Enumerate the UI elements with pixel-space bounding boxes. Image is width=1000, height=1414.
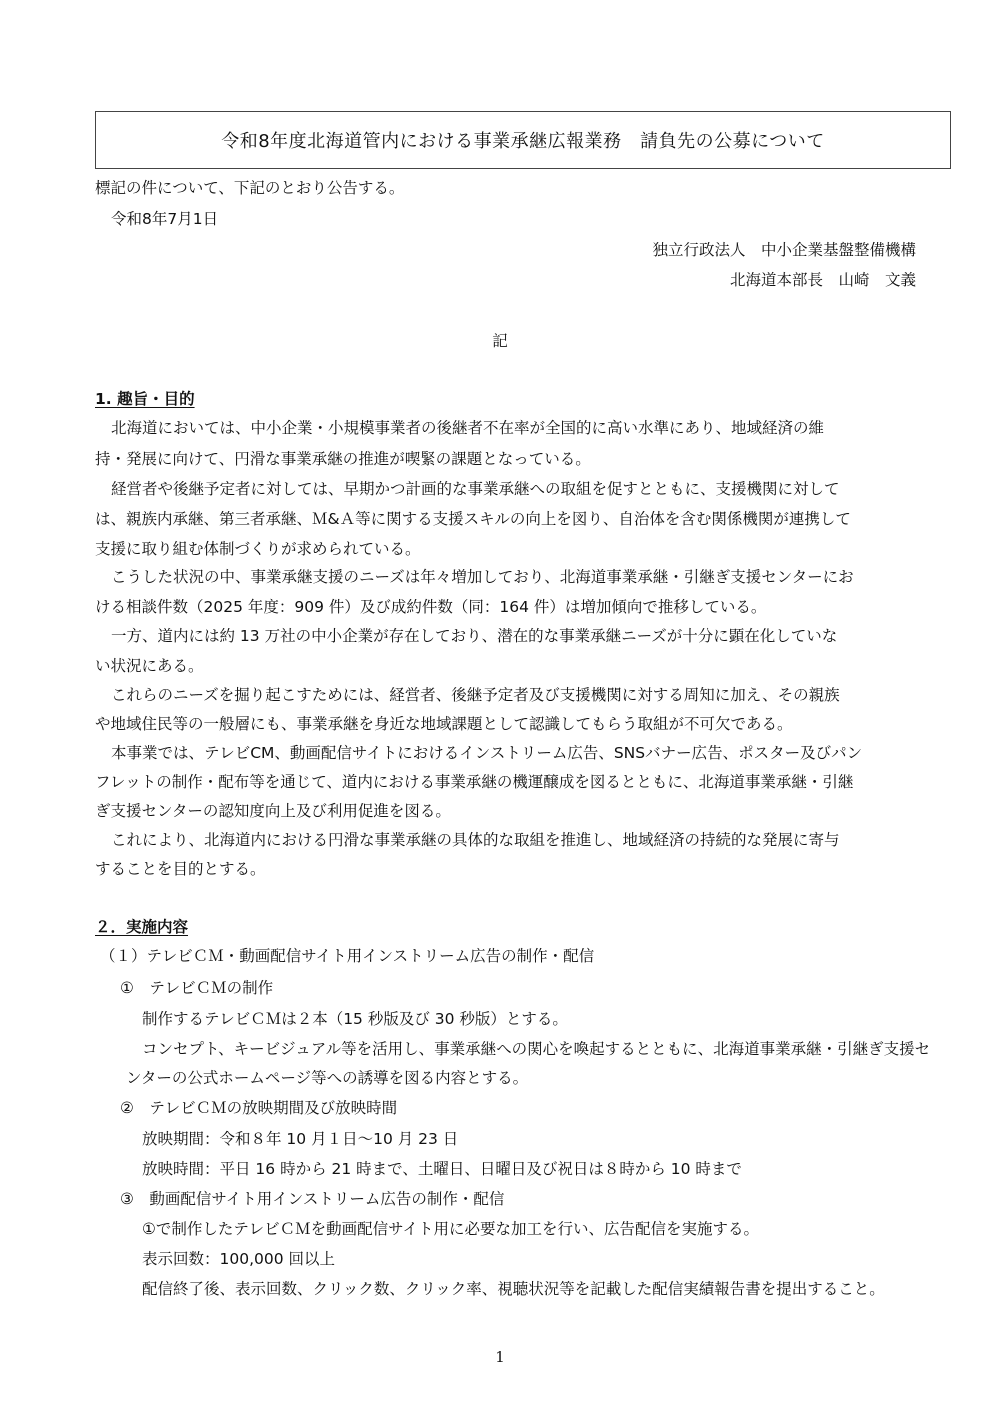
item1-line: 制作するテレビＣＭは２本（15 秒版及び 30 秒版）とする。 bbox=[142, 1010, 568, 1028]
subsection1-title: （１）テレビＣＭ・動画配信サイト用インストリーム広告の制作・配信 bbox=[100, 947, 595, 965]
item1-line: コンセプト、キービジュアル等を活用し、事業承継への関心を喚起するとともに、北海道事業承継・引継ぎ支援セ bbox=[142, 1040, 931, 1058]
section1-line: これらのニーズを掘り起こすためには、経営者、後継予定者及び支援機関に対する周知に加え、その親族 bbox=[111, 686, 840, 704]
section1-line: は、親族内承継、第三者承継、Ｍ&Ａ等に関する支援スキルの向上を図り、自治体を含む関係機関が連携して bbox=[95, 510, 851, 528]
section1-line: い状況にある。 bbox=[95, 657, 204, 675]
item3-title: ③ 動画配信サイト用インストリーム広告の制作・配信 bbox=[120, 1190, 505, 1208]
section1-line: 北海道においては、中小企業・小規模事業者の後継者不在率が全国的に高い水準にあり、地域経済の維 bbox=[111, 419, 825, 437]
section1-line: フレットの制作・配布等を通じて、道内における事業承継の機運醸成を図るとともに、北海道事業承継・引継 bbox=[95, 773, 854, 791]
item2-line: 放映時間：平日 16 時から 21 時まで、土曜日、日曜日及び祝日は８時から 10 時まで bbox=[142, 1160, 742, 1178]
section1-line: ける相談件数（2025 年度：909 件）及び成約件数（同：164 件）は増加傾向で推移している。 bbox=[95, 598, 767, 616]
document-title: 令和8年度北海道管内における事業承継広報業務 請負先の公募について bbox=[221, 131, 825, 152]
section1-line: 経営者や後継予定者に対しては、早期かつ計画的な事業承継への取組を促すとともに、支援機関に対して bbox=[111, 480, 840, 498]
section1-line: 持・発展に向けて、円滑な事業承継の推進が喫緊の課題となっている。 bbox=[95, 450, 591, 468]
issuer-person: 北海道本部長 山崎 文義 bbox=[729, 271, 916, 289]
section1-line: 一方、道内には約 13 万社の中小企業が存在しており、潜在的な事業承継ニーズが十分に顕在化していな bbox=[111, 627, 838, 645]
ki-mark: 記 bbox=[492, 332, 508, 350]
item1-title: ① テレビＣＭの制作 bbox=[120, 979, 274, 997]
issue-date: 令和8年7月1日 bbox=[111, 210, 219, 228]
item3-line: 表示回数：100,000 回以上 bbox=[142, 1250, 336, 1268]
item2-title: ② テレビＣＭの放映期間及び放映時間 bbox=[120, 1099, 398, 1117]
section1-line: することを目的とする。 bbox=[95, 860, 266, 878]
section1-heading: 1. 趣旨・目的 bbox=[95, 390, 195, 408]
intro-text: 標記の件について、下記のとおり公告する。 bbox=[95, 179, 405, 197]
item3-line: 配信終了後、表示回数、クリック数、クリック率、視聴状況等を記載した配信実績報告書を提出すること。 bbox=[142, 1280, 885, 1298]
section1-line: 支援に取り組む体制づくりが求められている。 bbox=[95, 540, 421, 558]
section1-line: や地域住民等の一般層にも、事業承継を身近な地域課題として認識してもらう取組が不可欠である。 bbox=[95, 715, 793, 733]
page-number: 1 bbox=[495, 1348, 505, 1366]
section1-line: こうした状況の中、事業承継支援のニーズは年々増加しており、北海道事業承継・引継ぎ支援センターにお bbox=[111, 568, 854, 586]
section1-line: ぎ支援センターの認知度向上及び利用促進を図る。 bbox=[95, 802, 451, 820]
item1-line: ンターの公式ホームページ等への誘導を図る内容とする。 bbox=[126, 1069, 529, 1087]
title-box bbox=[95, 111, 951, 169]
section1-line: これにより、北海道内における円滑な事業承継の具体的な取組を推進し、地域経済の持続的な発展に寄与 bbox=[111, 831, 840, 849]
section2-heading: ２．実施内容 bbox=[95, 918, 189, 936]
section1-line: 本事業では、テレビCM、動画配信サイトにおけるインストリーム広告、SNSバナー広告、ポスター及びパン bbox=[111, 744, 863, 762]
issuer-org: 独立行政法人 中小企業基盤整備機構 bbox=[652, 241, 916, 259]
item3-line: ①で制作したテレビＣＭを動画配信サイト用に必要な加工を行い、広告配信を実施する。 bbox=[142, 1220, 760, 1238]
item2-line: 放映期間：令和８年 10 月１日～10 月 23 日 bbox=[142, 1130, 459, 1148]
